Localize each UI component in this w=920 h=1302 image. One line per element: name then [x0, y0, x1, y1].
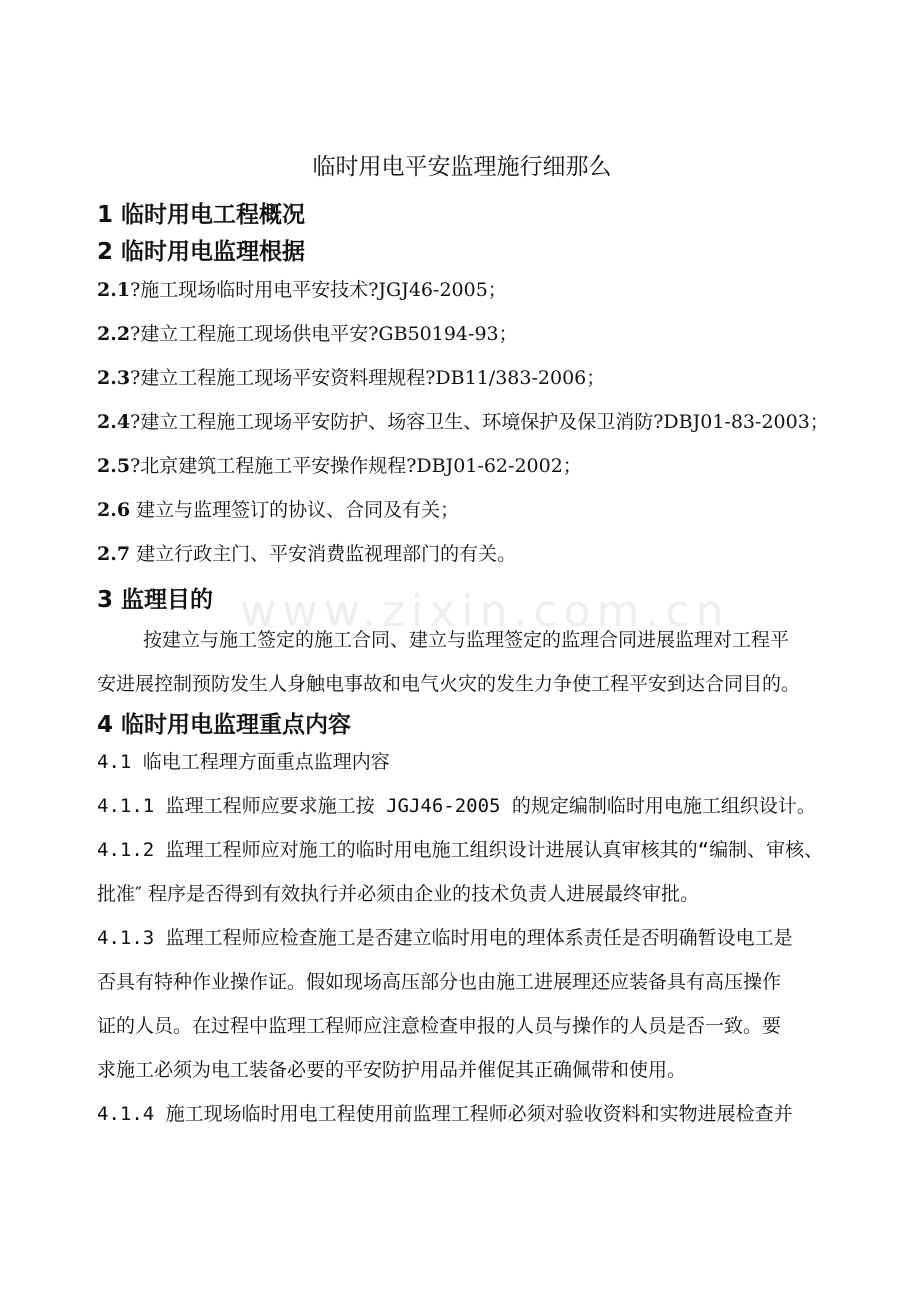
basis-item-number: 2.1	[97, 279, 131, 301]
basis-item-text: 建立行政主门、平安消费监视理部门的有关。	[130, 543, 517, 565]
basis-item-text: ?北京建筑工程施工平安操作规程?DBJ01-62-2002；	[130, 455, 582, 477]
basis-item-text: ?建立工程施工现场平安资料理规程?DB11/383-2006；	[130, 367, 606, 389]
clause-line: 求施工必须为电工装备必要的平安防护用品并催促其正确佩带和使用。	[97, 1059, 687, 1081]
section-heading-3: 3 监理目的	[97, 587, 214, 613]
clause-line: 证的人员。在过程中监理工程师应注意检查申报的人员与操作的人员是否一致。要	[97, 1015, 782, 1037]
section-heading-2: 2 临时用电监理根据	[97, 239, 306, 265]
basis-item-number: 2.2	[97, 323, 131, 345]
clause-line: 4.1.2 监理工程师应对施工的临时用电施工组织设计进展认真审核其的“编制、审核、	[97, 839, 824, 861]
section-heading-4: 4 临时用电监理重点内容	[97, 712, 352, 738]
basis-item	[97, 407, 829, 434]
clause-line: 4.1.3 监理工程师应检查施工是否建立临时用电的理体系责任是否明确暂设电工是	[97, 927, 793, 949]
basis-item-text: ?施工现场临时用电平安技术?JGJ46-2005；	[130, 279, 507, 301]
purpose-paragraph-line: 安进展控制预防发生人身触电事故和电气火灾的发生力争使工程平安到达合同目的。	[97, 673, 801, 695]
basis-item-text: ?建立工程施工现场平安防护、场容卫生、环境保护及保卫消防?DBJ01-83-2003；	[130, 411, 829, 433]
document-title: 临时用电平安监理施行细那么	[312, 154, 612, 180]
basis-item	[97, 495, 459, 522]
basis-item-number: 2.4	[97, 411, 131, 433]
clause-line: 批准″ 程序是否得到有效执行并必须由企业的技术负责人进展最终审批。	[97, 883, 700, 905]
section-heading-1: 1 临时用电工程概况	[97, 202, 306, 228]
basis-item-number: 2.6	[97, 499, 131, 521]
basis-item-text: ?建立工程施工现场供电平安?GB50194-93；	[130, 323, 518, 345]
basis-item-number: 2.7	[97, 543, 131, 565]
purpose-paragraph-line: 按建立与施工签定的施工合同、建立与监理签定的监理合同进展监理对工程平	[143, 629, 790, 651]
clause-line: 4.1.4 施工现场临时用电工程使用前监理工程师必须对验收资料和实物进展检查并	[97, 1103, 793, 1125]
basis-item	[97, 451, 582, 478]
basis-item	[97, 539, 516, 566]
subsection-heading: 4.1 临电工程理方面重点监理内容	[97, 751, 390, 773]
basis-item	[97, 363, 605, 390]
basis-item-number: 2.5	[97, 455, 131, 477]
basis-item	[97, 319, 518, 346]
basis-item-number: 2.3	[97, 367, 131, 389]
clause-line: 4.1.1 监理工程师应要求施工按 JGJ46-2005 的规定编制临时用电施工组织设计。	[97, 795, 816, 817]
basis-item	[97, 275, 507, 302]
watermark: www.zixin.com.cn	[240, 586, 730, 637]
clause-line: 否具有特种作业操作证。假如现场高压部分也由施工进展理还应装备具有高压操作	[97, 971, 782, 993]
basis-item-text: 建立与监理签订的协议、合同及有关；	[130, 499, 460, 521]
